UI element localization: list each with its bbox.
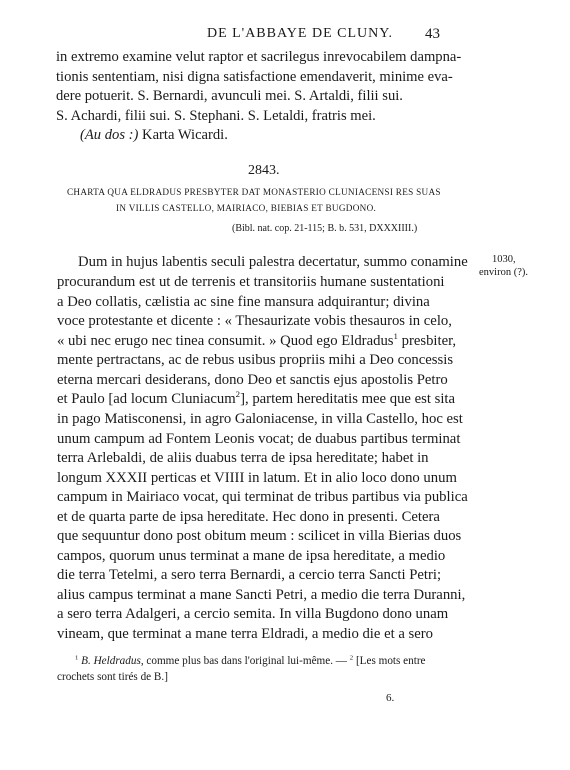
text-segment: presbiter, bbox=[401, 333, 457, 349]
footnote-1 bbox=[75, 655, 426, 667]
text-line: die terra Tetelmi, a sero terra Bernardi, a cercio terra Sancti Petri; bbox=[57, 567, 442, 583]
margin-date-qualifier: environ (?). bbox=[479, 267, 528, 278]
text-line: longum XXXII perticas et VIIII in latum. Et in alio loco dono unum bbox=[57, 470, 457, 486]
charter-title-line: IN VILLIS CASTELLO, MAIRIACO, BIEBIAS ET BUGDONO. bbox=[116, 203, 377, 213]
text-line: campos, quorum unus terminat a mane de ipsa hereditate, a medio bbox=[57, 548, 446, 564]
footnote-text: [Les mots entre bbox=[355, 655, 426, 667]
footnote-number: 1 bbox=[75, 654, 79, 662]
text-line: eterna mercari desiderans, dono Deo et sanctis ejus apostolis Petro bbox=[57, 372, 448, 388]
charter-number: 2843. bbox=[248, 163, 280, 178]
text-line: tionis sententiam, nisi digna satisfactione emendaverit, minime eva- bbox=[56, 69, 453, 85]
footnote-ref: 2 bbox=[235, 389, 241, 400]
endorsement-label: (Au dos :) bbox=[80, 127, 139, 143]
footnote-name: B. Heldradus, bbox=[81, 655, 144, 667]
endorsement-line bbox=[80, 127, 228, 144]
text-segment: « ubi nec erugo nec tinea consumit. » Quod ego Eldradus bbox=[57, 333, 394, 349]
running-title: DE L'ABBAYE DE CLUNY. bbox=[206, 26, 394, 41]
source-reference: (Bibl. nat. cop. 21-115; B. b. 531, DXXXIIII.) bbox=[232, 223, 418, 234]
footnote-number: 2 bbox=[349, 654, 354, 662]
text-line: mente pertractans, ac de rebus usibus propriis mihi a Deo concessis bbox=[57, 352, 454, 368]
page-number: 43 bbox=[425, 26, 440, 42]
text-segment: ], partem hereditatis mee que est sita bbox=[240, 391, 456, 407]
margin-date: 1030, bbox=[492, 254, 516, 265]
text-line: vineam, que terminat a mane terra Eldradi, a medio die et a sero bbox=[57, 626, 434, 642]
footnote-ref: 1 bbox=[393, 331, 398, 342]
text-line: terra Arlebaldi, de aliis duabus terra de ipsa hereditate; habet in bbox=[57, 450, 429, 466]
text-line: dere potuerit. S. Bernardi, avunculi mei. S. Artaldi, filii sui. bbox=[56, 88, 403, 104]
signature-mark: 6. bbox=[386, 692, 395, 704]
text-segment: et Paulo [ad locum Cluniacum bbox=[57, 391, 236, 407]
text-line: voce protestante et dicente : « Thesaurizate vobis thesauros in celo, bbox=[57, 313, 452, 329]
charter-title-line: CHARTA QUA ELDRADUS PRESBYTER DAT MONASTERIO CLUNIACENSI RES SUAS bbox=[67, 187, 441, 197]
text-line: campum in Mairiaco vocat, qui terminat de tribus partibus via publica bbox=[57, 489, 468, 505]
text-line bbox=[57, 391, 455, 408]
text-line: que sequuntur dono post obitum meum : scilicet in villa Bierias duos bbox=[57, 528, 462, 544]
text-line: procurandum est ut de terrenis et transitoriis humane sustentationi bbox=[57, 274, 445, 290]
text-line: a Deo collatis, cælistia ac sine fine mansura adquirantur; divina bbox=[57, 294, 430, 310]
text-line: S. Achardi, filii sui. S. Stephani. S. Letaldi, fratris mei. bbox=[56, 108, 376, 124]
text-line: et de quarta parte de ipsa hereditate. Hec dono in presenti. Cetera bbox=[57, 509, 440, 525]
footnote-text: comme plus bas dans l'original lui-même. — bbox=[146, 655, 347, 667]
endorsement-text: Karta Wicardi. bbox=[142, 127, 228, 143]
text-line: unum campum ad Fontem Leonis vocat; de duabus partibus terminat bbox=[57, 431, 461, 447]
text-line: a sero terra Adalgeri, a cercio semita. In villa Bugdono dono unam bbox=[57, 606, 449, 622]
text-line: in pago Matisconensi, in agro Galoniacense, in villa Castello, hoc est bbox=[57, 411, 463, 427]
text-line: in extremo examine velut raptor et sacrilegus inrevocabilem dampna- bbox=[56, 49, 462, 65]
text-line bbox=[57, 333, 456, 350]
footnote-2-continuation: crochets sont tirés de B.] bbox=[57, 671, 168, 683]
text-line: Dum in hujus labentis seculi palestra decertatur, summo conamine bbox=[78, 254, 468, 270]
text-line: alius campus terminat a mane Sancti Petri, a medio die terra Duranni, bbox=[57, 587, 466, 603]
